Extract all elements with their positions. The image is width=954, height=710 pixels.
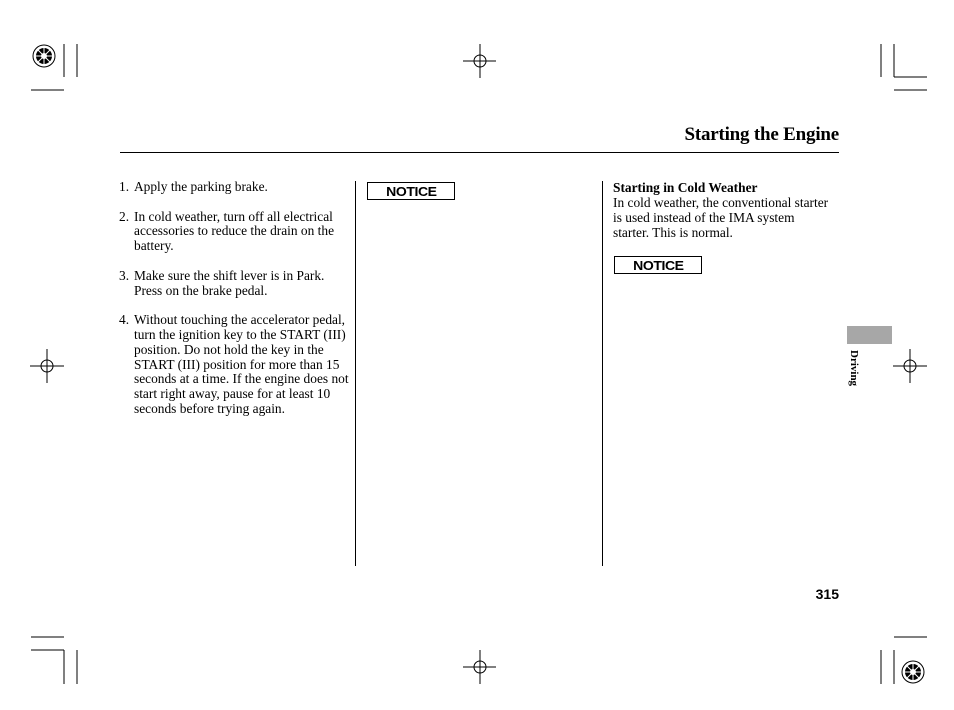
- registration-target-icon: [902, 661, 924, 683]
- column-divider: [602, 181, 603, 566]
- page-title: Starting the Engine: [684, 124, 839, 145]
- section-tab-label: Driving: [848, 350, 860, 387]
- list-item: [119, 313, 349, 417]
- notice-label: NOTICE: [367, 182, 455, 200]
- list-item: [119, 180, 349, 195]
- section-body: In cold weather, the conventional starter is used instead of the IMA system starter. This is normal.: [613, 195, 829, 240]
- steps-list: [119, 180, 349, 432]
- section-tab: [847, 326, 892, 344]
- step-number: 3.: [119, 267, 130, 283]
- notice-label: NOTICE: [614, 256, 702, 274]
- step-number: 1.: [119, 179, 130, 194]
- column-divider: [355, 181, 356, 566]
- cold-weather-section: [613, 180, 833, 240]
- step-text: In cold weather, turn off all electrical accessories to reduce the drain on the battery.: [134, 208, 335, 254]
- list-item: [119, 210, 349, 254]
- page-number: 315: [815, 586, 839, 602]
- step-number: 2.: [119, 208, 130, 224]
- section-heading: Starting in Cold Weather: [613, 180, 758, 195]
- step-text: Make sure the shift lever is in Park. Press on the brake pedal.: [134, 267, 325, 298]
- title-rule: [120, 152, 839, 153]
- step-text: Apply the parking brake.: [134, 179, 268, 194]
- step-number: 4.: [119, 312, 130, 328]
- list-item: [119, 269, 349, 299]
- step-text: Without touching the accelerator pedal, turn the ignition key to the START (III) position. Do not hold the key in the START (III) position for more than 15 seconds at a time. If the engine does not start right away, pause for at least 10 seconds before trying again.: [134, 312, 349, 416]
- registration-target-icon: [33, 45, 55, 67]
